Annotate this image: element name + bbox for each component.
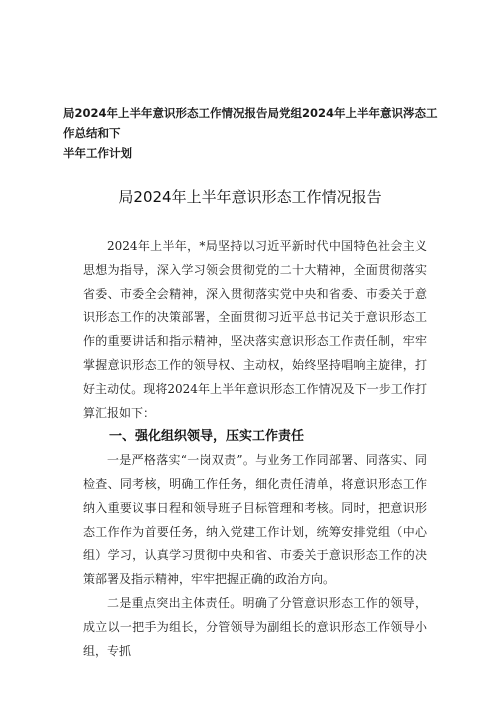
header-line-2: 半年工作计划	[63, 146, 132, 160]
intro-paragraph: 2024年上半年，*局坚持以习近平新时代中国特色社会主义思想为指导，深入学习领会贯彻党的二十大精神，全面贯彻落实省委、市委全会精神，深入贯彻落实党中央和省委、市委关于意识形态工作的决策部署，全面贯彻习近平总书记关于意识形态工作的重要讲话和指示精神，坚决落实意识形态工作责任制，牢牢掌握意识形态工作的领导权、主动权，始终坚持唱响主旋律，打好主动仗。现将2024年上半年意识形态工作情况及下一步工作打算汇报如下：	[83, 239, 427, 420]
document-header	[63, 103, 443, 163]
body-paragraph-1: 一是严格落实“一岗双责”。与业务工作同部署、同落实、同检查、同考核，明确工作任务，细化责任清单，将意识形态工作纳入重要议事日程和领导班子目标管理和考核。同时，把意识形态工作作为首要任务，纳入党建工作计划，统筹安排党组（中心组）学习，认真学习贯彻中央和省、市委关于意识形态工作的决策部署及指示精神，牢牢把握正确的政治方向。	[83, 453, 427, 587]
report-title: 局2024年上半年意识形态工作情况报告	[118, 188, 382, 206]
report-body	[83, 235, 427, 663]
section-heading-1: 一、强化组织领导，压实工作责任	[109, 429, 305, 445]
body-paragraph-2: 二是重点突出主体责任。明确了分管意识形态工作的领导，成立以一把手为组长，分管领导为副组长的意识形态工作领导小组，专抓	[83, 595, 427, 658]
header-line-1: 局2024年上半年意识形态工作情况报告局党组2024年上半年意识涔态工作总结和下	[63, 106, 438, 140]
